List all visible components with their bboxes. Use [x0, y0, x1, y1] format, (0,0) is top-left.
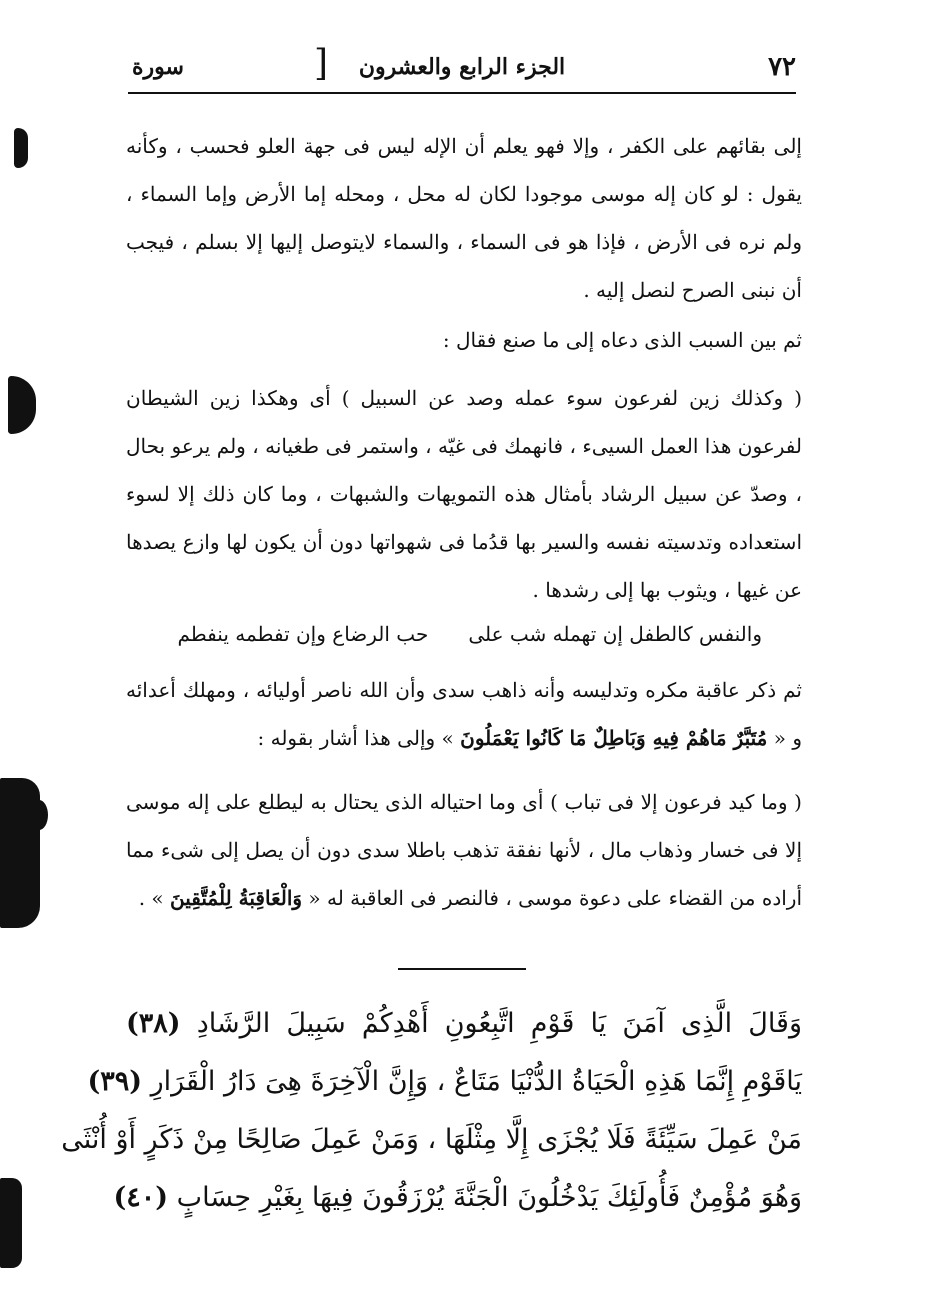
- scan-mark-3b: [30, 800, 48, 830]
- running-head: الجزء الرابع والعشرون: [358, 54, 566, 80]
- paragraph-6: [126, 778, 832, 922]
- paragraph-2: ثم بين السبب الذى دعاه إلى ما صنع فقال :: [442, 328, 802, 352]
- paragraph-5: [126, 666, 832, 762]
- poem-hemistich-right: والنفس كالطفل إن تهمله شب على: [468, 622, 762, 646]
- poem-verse: [126, 610, 802, 658]
- ayah-number-38: (٣٨): [126, 1008, 181, 1039]
- paragraph-6-end: » .: [138, 886, 171, 910]
- paragraph-6-start: ( وما كيد فرعون إلا فى تباب ) أى وما احتياله الذى يحتال به ليطلع على إله موسى إلا فى خسار وذهاب مال ، لأنها نفقة تذهب باطلا سدى دون أن يصل إلى شىء مما أراده من القضاء على دعوة موسى ، فالنصر فى العاقبة له «: [126, 790, 802, 910]
- page-header: [128, 43, 796, 90]
- header-rule: [128, 92, 796, 94]
- quran-line-2: [87, 1053, 802, 1111]
- paragraph-3: ( وكذلك زين لفرعون سوء عمله وصد عن السبيل ) أى وهكذا زين الشيطان لفرعون هذا العمل السيىء ، فانهمك فى غيّه ، واستمر فى طغيانه ، ولم يرعو بحال ، وصدّ عن سبيل الرشاد بأمثال هذه التمويهات والشبهات ، وما كان ذلك إلا لسوء استعداده وتدسيته نفسه والسير بها قدُما فى شهواتها دون أن يكون لها وازع يصدها عن غيها ، ويثوب بها إلى رشدها .: [126, 386, 802, 602]
- inline-verse-2: وَالْعَاقِبَةُ لِلْمُتَّقِينَ: [170, 886, 303, 910]
- scan-mark-3: [0, 778, 40, 928]
- ayah-number-39: (٣٩): [87, 1066, 143, 1097]
- section-separator: [398, 968, 526, 970]
- verse-39-text: يَاقَوْمِ إِنَّمَا هَذِهِ الْحَيَاةُ الدُّنْيَا مَتَاعٌ ، وَإِنَّ الْآخِرَةَ هِىَ دَارُ الْقَرَارِ: [142, 1066, 802, 1097]
- header-bracket: [: [314, 43, 329, 84]
- surah-label: سورة: [132, 54, 184, 80]
- scan-mark-2: [8, 376, 36, 434]
- scan-mark-1: [14, 128, 28, 168]
- quran-line-3: [61, 1111, 802, 1169]
- verse-40-text-part2: وَهُوَ مُؤْمِنٌ فَأُولَئِكَ يَدْخُلُونَ الْجَنَّةَ يُرْزَقُونَ فِيهَا بِغَيْرِ حِسَابٍ: [168, 1182, 802, 1213]
- verse-40-text-part1: مَنْ عَمِلَ سَيِّئَةً فَلَا يُجْزَى إِلَّا مِثْلَهَا ، وَمَنْ عَمِلَ صَالِحًا مِنْ ذَكَرٍ أَوْ أُنْثَى: [61, 1124, 802, 1155]
- verse-38-text: وَقَالَ الَّذِى آمَنَ يَا قَوْمِ اتَّبِعُونِ أَهْدِكُمْ سَبِيلَ الرَّشَادِ: [180, 1008, 802, 1039]
- ayah-number-40: (٤٠): [113, 1182, 169, 1213]
- poem-hemistich-left: حب الرضاع وإن تفطمه ينفطم: [177, 622, 429, 646]
- inline-verse-1: مُتَبَّرٌ مَاهُمْ فِيهِ وَبَاطِلٌ مَا كَانُوا يَعْمَلُونَ: [460, 726, 768, 750]
- paragraph-5-end: » وإلى هذا أشار بقوله :: [257, 726, 461, 750]
- paragraph-1: إلى بقائهم على الكفر ، وإلا فهو يعلم أن الإله ليس فى جهة العلو فحسب ، وكأنه يقول : لو كان إله موسى موجودا لكان له محل ، ومحله إما الأرض وإما السماء ، ولم نره فى الأرض ، فإذا هو فى السماء ، والسماء لايتوصل إليها إلا بسلم ، فيجب أن نبنى الصرح لنصل إليه .: [126, 134, 802, 302]
- quran-verses: [61, 995, 802, 1227]
- quran-line-1: [126, 995, 802, 1053]
- paragraph-5-start: ثم ذكر عاقبة مكره وتدليسه وأنه ذاهب سدى وأن الله ناصر أوليائه ، ومهلك أعدائه و «: [126, 678, 802, 750]
- quran-line-4: [113, 1169, 802, 1227]
- scan-mark-4: [0, 1178, 22, 1268]
- page-number: ٧٢: [768, 52, 796, 82]
